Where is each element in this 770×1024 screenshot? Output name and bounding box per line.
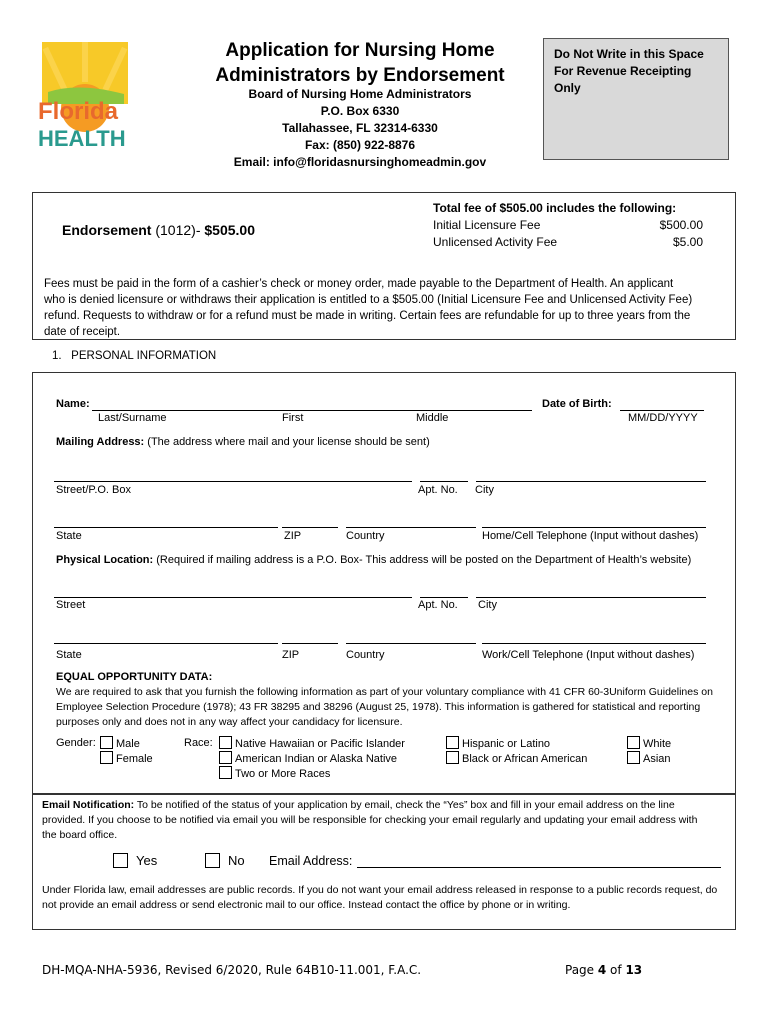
- physical-zip-label: ZIP: [282, 649, 300, 661]
- first-name-label: First: [282, 412, 304, 424]
- native-hawaiian-checkbox[interactable]: [219, 736, 232, 749]
- race-option-asian[interactable]: [627, 751, 671, 765]
- page-total: 13: [625, 963, 643, 977]
- email-line: Email: info@floridasnursinghomeadmin.gov: [233, 155, 487, 169]
- email-notification-text: [42, 798, 712, 843]
- title-line-1: Application for Nursing Home: [225, 40, 495, 61]
- mailing-phone-input[interactable]: [482, 526, 706, 528]
- black-label: Black or African American: [462, 753, 588, 765]
- name-input[interactable]: [92, 409, 532, 411]
- race-option-hispanic[interactable]: [446, 736, 550, 750]
- revenue-receipting-box: [543, 38, 729, 160]
- native-hawaiian-label: Native Hawaiian or Pacific Islander: [235, 738, 405, 750]
- no-checkbox[interactable]: [205, 853, 220, 868]
- male-label: Male: [116, 738, 140, 750]
- endorsement-fee: [62, 222, 255, 238]
- physical-note: (Required if mailing address is a P.O. Box- This address will be posted on the Department of Health’s website): [153, 554, 692, 566]
- fee-row: [433, 234, 703, 251]
- eeo-text: We are required to ask that you furnish the following information as part of your voluntary compliance with 41 CFR 60-3Uniform Guidelines on Employee Selection Procedure (1978); 43 FR 38295 and 38296 (August 25, 1978). This information is gathered for statistical and reporting purposes only and does not in any way affect your candidacy for licensure.: [56, 686, 713, 728]
- fax-line: Fax: (850) 922-8876: [304, 138, 416, 152]
- yes-label: Yes: [136, 853, 158, 868]
- two-or-more-label: Two or More Races: [235, 768, 331, 780]
- email-notification-label: Email Notification:: [42, 799, 135, 811]
- yes-checkbox[interactable]: [113, 853, 128, 868]
- physical-label-row: [56, 554, 726, 566]
- logo-florida-text: Florida: [38, 98, 119, 125]
- race-label: Race:: [184, 737, 213, 749]
- physical-state-input[interactable]: [54, 642, 278, 644]
- physical-street-input[interactable]: [54, 596, 412, 598]
- mailing-country-label: Country: [346, 530, 385, 542]
- fee-amount: $5.00: [672, 235, 703, 249]
- email-address-label: Email Address:: [269, 854, 353, 868]
- dob-input[interactable]: [620, 409, 704, 411]
- fee-note: Fees must be paid in the form of a cashier’s check or money order, made payable to the Department of Health. An applicant who is denied licensure or withdraws their application is entitled to a $505.00 (Initial Licensure Fee and Unlicensed Activity Fee) refund. Requests to withdraw or for a refund must be made in writing. Certain fees are refundable for up to three years from the date of receipt.: [44, 278, 693, 338]
- revenue-line-1: Do Not Write in this Space: [554, 47, 704, 61]
- black-checkbox[interactable]: [446, 751, 459, 764]
- mailing-apt-input[interactable]: [420, 480, 468, 482]
- page-number: [565, 963, 642, 977]
- mailing-state-label: State: [56, 530, 82, 542]
- gender-male-option[interactable]: [100, 736, 140, 750]
- mailing-label-row: [56, 436, 430, 448]
- page-prefix: Page: [565, 963, 598, 977]
- board-address: [200, 86, 520, 171]
- physical-phone-label: Work/Cell Telephone (Input without dashes): [482, 649, 695, 661]
- last-name-label: Last/Surname: [98, 412, 167, 424]
- mailing-apt-label: Apt. No.: [418, 484, 458, 496]
- fee-label: Initial Licensure Fee: [433, 218, 541, 232]
- page-title: [200, 38, 520, 88]
- po-box: P.O. Box 6330: [320, 104, 400, 118]
- mailing-city-label: City: [475, 484, 494, 496]
- female-label: Female: [116, 753, 153, 765]
- dob-format: MM/DD/YYYY: [628, 412, 698, 424]
- physical-zip-input[interactable]: [282, 642, 338, 644]
- revenue-line-2: For Revenue Receipting Only: [554, 64, 692, 95]
- fee-label: Unlicensed Activity Fee: [433, 235, 558, 249]
- white-checkbox[interactable]: [627, 736, 640, 749]
- middle-name-label: Middle: [416, 412, 449, 424]
- asian-label: Asian: [643, 753, 671, 765]
- physical-country-input[interactable]: [346, 642, 476, 644]
- name-label: Name:: [56, 398, 90, 410]
- race-option-native-hawaiian[interactable]: [219, 736, 405, 750]
- male-checkbox[interactable]: [100, 736, 113, 749]
- form-id: DH-MQA-NHA-5936, Revised 6/2020, Rule 64B10-11.001, F.A.C.: [42, 963, 422, 977]
- physical-city-label: City: [478, 599, 497, 611]
- mailing-city-input[interactable]: [476, 480, 706, 482]
- endorsement-code: (1012)-: [151, 222, 205, 238]
- physical-apt-input[interactable]: [420, 596, 468, 598]
- fee-breakdown: [433, 200, 703, 251]
- asian-checkbox[interactable]: [627, 751, 640, 764]
- physical-phone-input[interactable]: [482, 642, 706, 644]
- physical-label: Physical Location:: [56, 554, 154, 566]
- board-name: Board of Nursing Home Administrators: [248, 87, 472, 101]
- american-indian-checkbox[interactable]: [219, 751, 232, 764]
- email-yes-option[interactable]: [113, 853, 157, 868]
- physical-city-input[interactable]: [476, 596, 706, 598]
- american-indian-label: American Indian or Alaska Native: [235, 753, 398, 765]
- mailing-street-input[interactable]: [54, 480, 412, 482]
- email-notification-body: To be notified of the status of your application by email, check the “Yes” box and fill in your email address on the line provided. If you choose to be notified via email you will be responsible for checking your email regularly and updating your email address with the board office.: [42, 799, 698, 841]
- public-records-note: Under Florida law, email addresses are public records. If you do not want your email address released in response to a public records request, do not provide an email address or send electronic mail to our office. Instead contact the office by phone or in writing.: [42, 884, 718, 911]
- mailing-zip-input[interactable]: [282, 526, 338, 528]
- fee-total-title: Total fee of $505.00 includes the following:: [433, 201, 677, 215]
- florida-health-logo: [38, 42, 134, 150]
- page-current: 4: [597, 963, 607, 977]
- email-no-option[interactable]: [205, 853, 245, 868]
- race-option-two-or-more[interactable]: [219, 766, 330, 780]
- physical-street-label: Street: [56, 599, 86, 611]
- title-line-2: Administrators by Endorsement: [215, 65, 505, 86]
- race-option-black[interactable]: [446, 751, 587, 765]
- white-label: White: [643, 738, 672, 750]
- mailing-zip-label: ZIP: [284, 530, 302, 542]
- gender-female-option[interactable]: [100, 751, 153, 765]
- hispanic-checkbox[interactable]: [446, 736, 459, 749]
- physical-country-label: Country: [346, 649, 385, 661]
- city-line: Tallahassee, FL 32314-6330: [282, 121, 438, 135]
- mailing-state-input[interactable]: [54, 526, 278, 528]
- physical-apt-label: Apt. No.: [418, 599, 458, 611]
- endorsement-amount: $505.00: [204, 222, 255, 238]
- logo-health-text: HEALTH: [38, 126, 126, 151]
- mailing-phone-label: Home/Cell Telephone (Input without dashes): [482, 530, 699, 542]
- section-title: 1. PERSONAL INFORMATION: [52, 350, 217, 362]
- page-of: of: [606, 963, 626, 977]
- two-or-more-checkbox[interactable]: [219, 766, 232, 779]
- hispanic-label: Hispanic or Latino: [462, 738, 551, 750]
- mailing-label: Mailing Address:: [56, 436, 145, 448]
- no-label: No: [228, 853, 245, 868]
- eeo-title: EQUAL OPPORTUNITY DATA:: [56, 671, 213, 683]
- race-option-white[interactable]: [627, 736, 671, 750]
- mailing-country-input[interactable]: [346, 526, 476, 528]
- fee-row: [433, 217, 703, 234]
- race-option-american-indian[interactable]: [219, 751, 397, 765]
- dob-label: Date of Birth:: [542, 398, 612, 410]
- email-address-input[interactable]: [357, 866, 721, 868]
- physical-state-label: State: [56, 649, 82, 661]
- mailing-street-label: Street/P.O. Box: [56, 484, 132, 496]
- mailing-note: (The address where mail and your license should be sent): [144, 436, 430, 448]
- female-checkbox[interactable]: [100, 751, 113, 764]
- fee-amount: $500.00: [659, 218, 703, 232]
- endorsement-label: Endorsement: [62, 222, 152, 238]
- gender-label: Gender:: [56, 737, 96, 749]
